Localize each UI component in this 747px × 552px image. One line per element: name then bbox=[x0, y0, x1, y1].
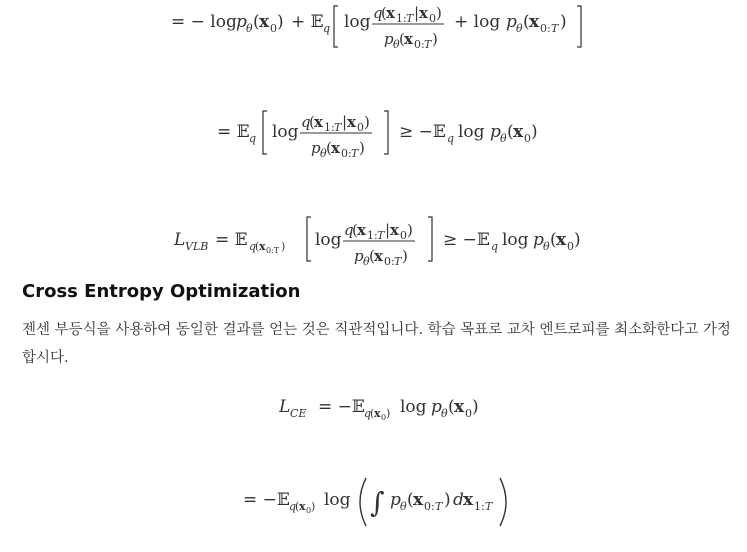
svg-text:θ: θ bbox=[363, 255, 370, 265]
svg-text:x: x bbox=[299, 500, 306, 513]
svg-text:x: x bbox=[513, 122, 524, 142]
svg-text:T: T bbox=[551, 22, 559, 35]
svg-text:(: ( bbox=[507, 122, 514, 142]
svg-text:p: p bbox=[384, 30, 394, 48]
svg-text:p: p bbox=[236, 12, 247, 32]
svg-text:p: p bbox=[506, 12, 517, 32]
section-paragraph: 젠센 부등식을 사용하여 동일한 결과를 얻는 것은 직관적입니다. 학습 목표로 교차 엔트로피를 최소화한다고 가정합시다. bbox=[22, 322, 731, 366]
svg-text:1:: 1: bbox=[324, 121, 335, 134]
svg-text:): ) bbox=[277, 12, 284, 32]
svg-text:x: x bbox=[419, 4, 428, 22]
svg-text:log: log bbox=[344, 12, 371, 32]
svg-text:(: ( bbox=[381, 4, 387, 22]
svg-text:0: 0 bbox=[357, 121, 364, 134]
svg-text:0:: 0: bbox=[540, 22, 551, 35]
svg-text:p: p bbox=[390, 490, 401, 510]
svg-text:(: ( bbox=[295, 500, 300, 513]
svg-text:0: 0 bbox=[465, 407, 472, 420]
svg-text:1:: 1: bbox=[367, 229, 378, 242]
svg-text:q: q bbox=[344, 221, 354, 239]
svg-text:T: T bbox=[424, 38, 432, 51]
svg-text:0:: 0: bbox=[341, 147, 352, 160]
svg-text:q: q bbox=[289, 500, 297, 513]
svg-text:θ: θ bbox=[441, 407, 448, 420]
svg-text:q: q bbox=[491, 240, 499, 253]
section-heading: Cross Entropy Optimization bbox=[22, 281, 301, 302]
svg-text:q: q bbox=[447, 132, 455, 145]
svg-text:x: x bbox=[347, 113, 356, 131]
svg-text:log: log bbox=[502, 230, 529, 250]
svg-text:q: q bbox=[373, 4, 383, 22]
svg-text:x: x bbox=[374, 247, 383, 265]
svg-text:): ) bbox=[560, 12, 567, 32]
svg-text:|: | bbox=[385, 221, 391, 239]
svg-text:): ) bbox=[402, 247, 408, 265]
svg-text:(: ( bbox=[550, 230, 557, 250]
svg-text:x: x bbox=[404, 30, 413, 48]
svg-text:θ: θ bbox=[320, 147, 327, 160]
svg-text:): ) bbox=[531, 122, 538, 142]
svg-text:p: p bbox=[354, 247, 364, 265]
svg-text:x: x bbox=[413, 490, 424, 510]
svg-text:(: ( bbox=[407, 490, 414, 510]
svg-text:1:: 1: bbox=[396, 12, 407, 25]
svg-text:d: d bbox=[453, 490, 464, 510]
svg-text:0: 0 bbox=[429, 12, 436, 25]
svg-text:x: x bbox=[374, 407, 381, 420]
svg-text:(: ( bbox=[255, 240, 260, 253]
svg-text:1:: 1: bbox=[474, 500, 485, 513]
svg-text:L: L bbox=[174, 230, 186, 250]
svg-text:p: p bbox=[490, 122, 501, 142]
svg-text:CE: CE bbox=[290, 407, 307, 420]
svg-text:0: 0 bbox=[567, 240, 574, 253]
svg-text:T: T bbox=[334, 121, 342, 134]
svg-text:q: q bbox=[364, 407, 372, 420]
svg-text:0: 0 bbox=[381, 413, 387, 422]
svg-text:p: p bbox=[431, 397, 442, 417]
svg-text:|: | bbox=[414, 4, 420, 22]
svg-text:x: x bbox=[390, 221, 399, 239]
svg-text:T: T bbox=[406, 12, 414, 25]
svg-text:q: q bbox=[249, 240, 257, 253]
svg-text:): ) bbox=[444, 490, 451, 510]
svg-text:log: log bbox=[272, 122, 299, 142]
svg-text:x: x bbox=[259, 12, 270, 32]
svg-text:x: x bbox=[314, 113, 323, 131]
svg-text:T: T bbox=[485, 500, 493, 513]
svg-text:): ) bbox=[472, 397, 479, 417]
equation-3 bbox=[0, 205, 747, 265]
svg-text:+ log: + log bbox=[454, 12, 501, 32]
svg-text:0:: 0: bbox=[414, 38, 425, 51]
svg-text:0:T: 0:T bbox=[266, 246, 280, 255]
svg-text:(: ( bbox=[369, 247, 375, 265]
svg-text:T: T bbox=[377, 229, 385, 242]
svg-text:x: x bbox=[556, 230, 567, 250]
svg-text:): ) bbox=[311, 500, 316, 513]
svg-text:T: T bbox=[394, 255, 402, 265]
svg-text:T: T bbox=[351, 147, 359, 160]
svg-text:x: x bbox=[454, 397, 465, 417]
svg-text:x: x bbox=[331, 139, 340, 157]
svg-text:): ) bbox=[386, 407, 391, 420]
svg-text:= −𝔼: = −𝔼 bbox=[243, 490, 290, 510]
svg-text:0:: 0: bbox=[424, 500, 435, 513]
svg-text:VLB: VLB bbox=[185, 240, 209, 253]
svg-text:L: L bbox=[279, 397, 291, 417]
svg-text:∫: ∫ bbox=[370, 486, 385, 519]
svg-text:≥ −𝔼: ≥ −𝔼 bbox=[399, 122, 446, 142]
svg-text:(: ( bbox=[326, 139, 332, 157]
svg-text:T: T bbox=[435, 500, 443, 513]
svg-text:(: ( bbox=[253, 12, 260, 32]
svg-text:(: ( bbox=[370, 407, 375, 420]
svg-text:(: ( bbox=[523, 12, 530, 32]
svg-text:x: x bbox=[357, 221, 366, 239]
svg-text:+ 𝔼: + 𝔼 bbox=[291, 12, 324, 32]
svg-text:0: 0 bbox=[306, 506, 312, 515]
equation-5 bbox=[0, 472, 747, 532]
svg-text:(: ( bbox=[309, 113, 315, 131]
svg-text:0: 0 bbox=[270, 22, 277, 35]
svg-text:≥ −𝔼: ≥ −𝔼 bbox=[443, 230, 490, 250]
svg-text:(: ( bbox=[399, 30, 405, 48]
svg-text:): ) bbox=[364, 113, 370, 131]
svg-text:p: p bbox=[311, 139, 321, 157]
svg-text:= − log: = − log bbox=[171, 12, 237, 32]
equation-1 bbox=[0, 0, 747, 60]
svg-text:log: log bbox=[458, 122, 485, 142]
svg-text:θ: θ bbox=[500, 132, 507, 145]
equation-2 bbox=[0, 100, 747, 160]
svg-text:x: x bbox=[463, 490, 474, 510]
svg-text:q: q bbox=[301, 113, 311, 131]
svg-text:): ) bbox=[281, 240, 286, 253]
svg-text:(: ( bbox=[448, 397, 455, 417]
svg-text:(: ( bbox=[352, 221, 358, 239]
svg-text:θ: θ bbox=[516, 22, 523, 35]
svg-text:x: x bbox=[529, 12, 540, 32]
svg-text:): ) bbox=[407, 221, 413, 239]
svg-text:): ) bbox=[574, 230, 581, 250]
svg-text:log: log bbox=[315, 230, 342, 250]
svg-text:0: 0 bbox=[524, 132, 531, 145]
svg-text:): ) bbox=[436, 4, 442, 22]
svg-text:x: x bbox=[259, 240, 266, 253]
svg-text:θ: θ bbox=[246, 22, 253, 35]
svg-text:): ) bbox=[432, 30, 438, 48]
svg-text:= 𝔼: = 𝔼 bbox=[215, 230, 248, 250]
svg-text:= 𝔼: = 𝔼 bbox=[217, 122, 250, 142]
svg-text:q: q bbox=[249, 132, 257, 145]
svg-text:θ: θ bbox=[543, 240, 550, 253]
svg-text:0:: 0: bbox=[384, 255, 395, 265]
svg-text:p: p bbox=[533, 230, 544, 250]
svg-text:): ) bbox=[359, 139, 365, 157]
svg-text:log: log bbox=[324, 490, 351, 510]
equation-4 bbox=[0, 380, 747, 440]
svg-text:log: log bbox=[400, 397, 427, 417]
svg-text:x: x bbox=[386, 4, 395, 22]
svg-text:q: q bbox=[323, 22, 331, 35]
svg-text:θ: θ bbox=[400, 500, 407, 513]
svg-text:|: | bbox=[342, 113, 348, 131]
svg-text:= −𝔼: = −𝔼 bbox=[318, 397, 365, 417]
svg-text:0: 0 bbox=[400, 229, 407, 242]
svg-text:θ: θ bbox=[393, 38, 400, 51]
